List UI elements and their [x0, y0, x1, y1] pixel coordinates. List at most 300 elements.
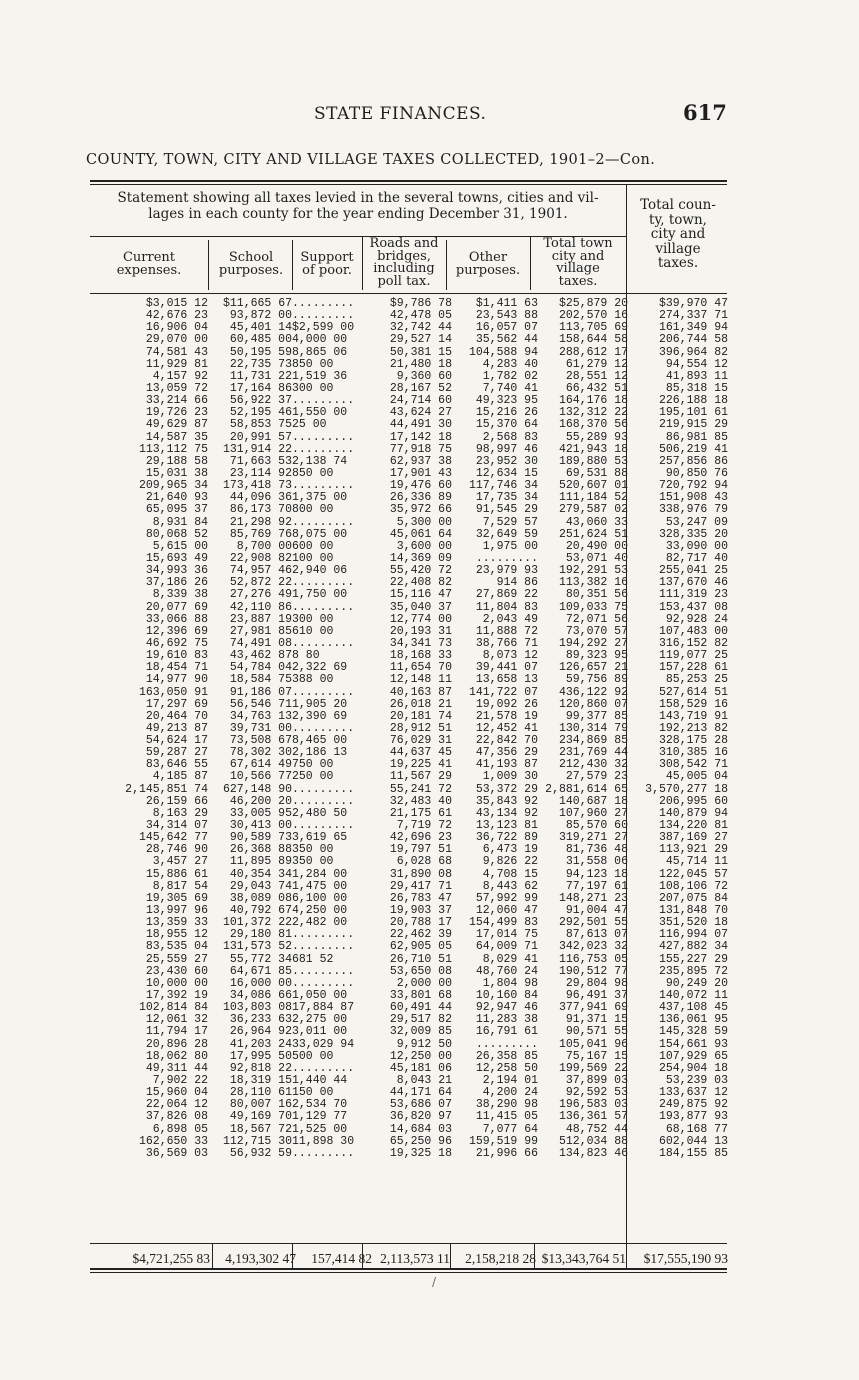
- roads-bridges-cell: 5,300 00: [396, 515, 452, 529]
- current-expenses-cell: 20,464 70: [145, 709, 208, 723]
- grand-total-cell: 119,077 25: [658, 649, 728, 663]
- other-purposes-cell: 38,290 98: [475, 1098, 538, 1112]
- roads-bridges-cell: 42,478 05: [389, 309, 452, 323]
- school-purposes-cell: 42,110 86: [229, 600, 292, 614]
- grand-total-cell: 396,964 82: [658, 345, 728, 359]
- grand-total-cell: 53,247 09: [665, 515, 728, 529]
- total-town-city-village-cell: 55,289 93: [565, 430, 628, 444]
- header-line: expenses.: [116, 262, 182, 278]
- current-expenses-cell: 162,650 33: [138, 1134, 208, 1148]
- school-purposes-cell: 101,372 22: [222, 916, 292, 930]
- school-purposes-cell: 80,007 16: [229, 1098, 292, 1112]
- grand-total-cell: 3,570,277 18: [645, 782, 728, 796]
- total-town-city-village-cell: 48,752 44: [565, 1122, 628, 1136]
- support-of-poor-cell: 3,011 00: [292, 1025, 348, 1039]
- school-purposes-cell: 56,932 59: [229, 1146, 292, 1160]
- other-purposes-cell: 23,543 88: [475, 309, 538, 323]
- other-purposes-cell: 27,869 22: [475, 588, 538, 602]
- school-purposes-cell: 29,180 81: [229, 928, 292, 942]
- roads-bridges-cell: 19,476 60: [389, 479, 452, 493]
- current-expenses-cell: 25,559 27: [145, 952, 208, 966]
- roads-bridges-cell: 62,905 05: [389, 940, 452, 954]
- roads-bridges-cell: 32,483 40: [389, 794, 452, 808]
- other-purposes-cell: 10,160 84: [475, 989, 538, 1003]
- current-expenses-header: [98, 252, 200, 277]
- current-expenses-cell: 46,692 75: [145, 636, 208, 650]
- current-expenses-cell: 36,569 03: [145, 1146, 208, 1160]
- school-purposes-cell: 60,485 00: [229, 333, 292, 347]
- support-of-poor-cell: 1,550 00: [292, 406, 348, 420]
- roads-bridges-cell: 55,241 72: [389, 782, 452, 796]
- grand-total-cell: 45,714 11: [665, 855, 728, 869]
- school-purposes-cell: 627,148 90: [222, 782, 292, 796]
- roads-bridges-cell: 14,369 09: [389, 551, 452, 565]
- current-expenses-cell: 14,587 35: [145, 430, 208, 444]
- page-number: 617: [683, 100, 727, 125]
- current-expenses-cell: 145,642 77: [138, 831, 208, 845]
- school-purposes-cell: 22,735 73: [229, 357, 292, 371]
- total-town-city-village-cell: 111,184 52: [558, 491, 628, 505]
- total-town-city-village-cell: 196,583 03: [558, 1098, 628, 1112]
- other-purposes-cell: 9,826 22: [482, 855, 538, 869]
- current-expenses-cell: 14,977 90: [145, 673, 208, 687]
- school-purposes-cell: 18,319 15: [229, 1074, 292, 1087]
- current-expenses-cell: 33,066 88: [145, 612, 208, 626]
- roads-bridges-cell: 22,462 39: [389, 928, 452, 942]
- school-purposes-cell: 71,663 53: [229, 454, 292, 468]
- support-of-poor-cell: .........: [292, 297, 355, 310]
- other-purposes-cell: 11,804 83: [475, 600, 538, 614]
- roads-bridges-cell: 19,903 37: [389, 904, 452, 918]
- current-expenses-cell: 11,929 81: [145, 357, 208, 371]
- current-expenses-cell: 8,931 84: [152, 515, 208, 529]
- grand-total-cell: 157,228 61: [658, 661, 728, 675]
- support-of-poor-cell: 2,940 06: [292, 564, 348, 578]
- page-header: [0, 100, 859, 130]
- roads-bridges-cell: 22,408 82: [389, 576, 452, 590]
- grand-total-cell: 192,213 82: [658, 721, 728, 735]
- total-town-city-village-cell: 80,351 56: [565, 588, 628, 602]
- roads-bridges-cell: 12,148 11: [389, 673, 452, 687]
- roads-bridges-cell: 19,325 18: [389, 1146, 452, 1160]
- current-expenses-cell: 54,624 17: [145, 734, 208, 748]
- support-of-poor-cell: 1,284 00: [292, 867, 348, 881]
- school-purposes-cell: $11,665 67: [222, 297, 292, 310]
- school-purposes-cell: 26,964 92: [229, 1025, 292, 1039]
- current-expenses-cell: 15,886 61: [145, 867, 208, 881]
- header-line: taxes.: [558, 273, 598, 289]
- school-purposes-cell: 74,491 08: [229, 636, 292, 650]
- other-purposes-cell: 21,996 66: [475, 1146, 538, 1160]
- total-town-city-village-cell: 212,430 32: [558, 758, 628, 772]
- other-purposes-cell: 104,588 94: [468, 345, 538, 359]
- header-line: bridges,: [377, 248, 431, 264]
- roads-bridges-cell: 45,181 06: [389, 1061, 452, 1075]
- current-expenses-cell: 20,077 69: [145, 600, 208, 614]
- support-of-poor-cell: 17,884 87: [292, 1001, 355, 1015]
- total-grand: $17,555,190 93: [643, 1251, 728, 1266]
- support-of-poor-cell: 500 00: [292, 1049, 334, 1063]
- total-town-city-village-cell: 342,023 32: [558, 940, 628, 954]
- school-purposes-cell: 16,000 00: [229, 976, 292, 990]
- grand-total-cell: 206,995 60: [658, 794, 728, 808]
- roads-bridges-cell: 32,742 44: [389, 321, 452, 335]
- grand-total-cell: 316,152 82: [658, 636, 728, 650]
- roads-bridges-cell: 55,420 72: [389, 564, 452, 578]
- current-expenses-cell: 12,061 32: [145, 1013, 208, 1027]
- current-expenses-cell: 2,145,851 74: [125, 782, 208, 796]
- school-purposes-cell: 86,173 70: [229, 503, 292, 517]
- total-town-city-village-cell: 148,271 23: [558, 891, 628, 905]
- total-town-city-village-cell: 2,881,614 65: [545, 782, 628, 796]
- grand-total-header-line: taxes.: [657, 255, 699, 271]
- grand-total-cell: 527,614 51: [658, 685, 728, 699]
- statement-line-2: lages in each county for the year ending December 31, 1901.: [148, 206, 568, 222]
- support-of-poor-cell: .........: [292, 515, 355, 529]
- total-town-city-village-cell: 28,551 12: [565, 369, 628, 383]
- roads-bridges-cell: 12,250 00: [389, 1049, 452, 1063]
- total-town-city-village-cell: 90,571 55: [565, 1025, 628, 1039]
- roads-bridges-cell: 26,710 51: [389, 952, 452, 966]
- roads-bridges-cell: 33,801 68: [389, 989, 452, 1003]
- grand-total-cell: 328,175 28: [658, 734, 728, 748]
- current-expenses-cell: 34,314 07: [145, 819, 208, 833]
- bottom-rule: [90, 1268, 727, 1270]
- total-town-city-village-cell: 132,312 22: [558, 406, 628, 420]
- roads-bridges-cell: 11,567 29: [389, 770, 452, 784]
- total-town-city-village-cell: 202,570 16: [558, 309, 628, 323]
- current-expenses-cell: 49,311 44: [145, 1061, 208, 1075]
- total-town-city-village-cell: 37,899 03: [565, 1074, 628, 1087]
- support-of-poor-cell: 8,465 00: [292, 734, 348, 748]
- other-purposes-cell: 48,760 24: [475, 964, 538, 978]
- grand-total-cell: 351,520 18: [658, 916, 728, 930]
- roads-bridges-cell: 40,163 87: [389, 685, 452, 699]
- current-expenses-cell: 17,297 69: [145, 697, 208, 711]
- school-purposes-cell: 112,715 30: [222, 1134, 292, 1148]
- school-purposes-cell: 45,401 14: [229, 321, 292, 335]
- roads-bridges-cell: 19,225 41: [389, 758, 452, 772]
- grand-total-cell: 506,219 41: [658, 442, 728, 456]
- grand-total-cell: 161,349 94: [658, 321, 728, 335]
- school-purposes-cell: 34,763 13: [229, 709, 292, 723]
- roads-bridges-cell: 26,018 21: [389, 697, 452, 711]
- roads-bridges-cell: 35,972 66: [389, 503, 452, 517]
- header-line: city and: [551, 248, 605, 264]
- total-town-city-village-cell: 109,033 75: [558, 600, 628, 614]
- roads-bridges-cell: 28,167 52: [389, 381, 452, 395]
- roads-bridges-cell: 42,696 23: [389, 831, 452, 845]
- support-of-poor-cell: 2,275 00: [292, 1013, 348, 1027]
- total-town-city-village-cell: 377,941 69: [558, 1001, 628, 1015]
- school-purposes-cell: 64,671 85: [229, 964, 292, 978]
- total-town-city-village-cell: 113,382 16: [558, 576, 628, 590]
- other-purposes-cell: 141,722 07: [468, 685, 538, 699]
- school-purposes-cell: 27,981 85: [229, 624, 292, 638]
- grand-total-cell: 226,188 18: [658, 394, 728, 408]
- total-town-city-village-cell: 136,361 57: [558, 1110, 628, 1124]
- total-school-purposes: 4,193,302 47: [225, 1251, 296, 1266]
- current-expenses-cell: 59,287 27: [145, 746, 208, 760]
- other-purposes-cell: 98,997 46: [475, 442, 538, 456]
- grand-total-cell: 193,877 93: [658, 1110, 728, 1124]
- school-purposes-cell: 23,114 92: [229, 466, 292, 480]
- school-purposes-cell: 56,546 71: [229, 697, 292, 711]
- support-of-poor-cell: 2,322 69: [292, 661, 348, 675]
- current-expenses-cell: 13,359 33: [145, 916, 208, 930]
- support-of-poor-cell: .........: [292, 928, 355, 942]
- school-purposes-cell: 33,005 95: [229, 806, 292, 820]
- total-town-city-village-cell: 77,197 61: [565, 879, 628, 893]
- total-town-city-village-cell: 81,736 48: [565, 843, 628, 857]
- grand-total-cell: 85,253 25: [665, 673, 728, 687]
- roads-bridges-cell: 12,774 00: [389, 612, 452, 626]
- grand-total-cell: 427,882 34: [658, 940, 728, 954]
- school-purposes-cell: 50,195 59: [229, 345, 292, 359]
- grand-total-cell: 86,981 85: [665, 430, 728, 444]
- support-of-poor-cell: 2,534 70: [292, 1098, 348, 1112]
- current-expenses-cell: 8,817 54: [152, 879, 208, 893]
- current-expenses-cell: $3,015 12: [145, 297, 208, 310]
- support-of-poor-cell: .........: [292, 576, 355, 590]
- total-town-city-village-cell: 72,071 56: [565, 612, 628, 626]
- roads-bridges-cell: 20,788 17: [389, 916, 452, 930]
- support-of-poor-cell: .........: [292, 819, 355, 833]
- roads-bridges-cell: 28,912 51: [389, 721, 452, 735]
- roads-bridges-cell: 14,684 03: [389, 1122, 452, 1136]
- roads-bridges-cell: 29,517 82: [389, 1013, 452, 1027]
- roads-bridges-cell: 18,168 33: [389, 649, 452, 663]
- school-purposes-cell: 58,853 75: [229, 418, 292, 432]
- roads-bridges-cell: 8,043 21: [396, 1074, 452, 1087]
- support-of-poor-cell: .........: [292, 479, 355, 493]
- total-town-city-village-cell: 192,291 53: [558, 564, 628, 578]
- total-town-city-village-cell: 113,705 69: [558, 321, 628, 335]
- roads-bridges-cell: 29,527 14: [389, 333, 452, 347]
- school-purposes-cell: 52,195 46: [229, 406, 292, 420]
- header-line: of poor.: [302, 262, 352, 278]
- roads-bridges-cell: 29,417 71: [389, 879, 452, 893]
- total-town-city-village-cell: 73,070 57: [565, 624, 628, 638]
- other-purposes-cell: 2,568 83: [482, 430, 538, 444]
- total-current-expenses: $4,721,255 83: [132, 1251, 210, 1266]
- roads-bridges-cell: 43,624 27: [389, 406, 452, 420]
- support-of-poor-cell: 1,525 00: [292, 1122, 348, 1136]
- support-of-poor-cell: 8,075 00: [292, 527, 348, 541]
- support-of-poor-cell: 1,375 00: [292, 491, 348, 505]
- grand-total-cell: 90,850 76: [665, 466, 728, 480]
- other-purposes-cell: 8,443 62: [482, 879, 538, 893]
- total-town-city-village-cell: 189,880 53: [558, 454, 628, 468]
- school-purposes-cell: 18,584 75: [229, 673, 292, 687]
- other-purposes-cell: 35,843 92: [475, 794, 538, 808]
- total-town-city-village-cell: 27,579 23: [565, 770, 628, 784]
- current-expenses-cell: 23,430 60: [145, 964, 208, 978]
- school-purposes-cell: 11,895 89: [229, 855, 292, 869]
- other-purposes-cell: 8,073 12: [482, 649, 538, 663]
- grand-total-cell: 108,106 72: [658, 879, 728, 893]
- grand-total-cell: 207,075 84: [658, 891, 728, 905]
- school-purposes-cell: 67,614 49: [229, 758, 292, 772]
- school-purposes-cell: 43,462 87: [229, 649, 292, 663]
- current-expenses-cell: 37,186 26: [145, 576, 208, 590]
- grand-total-cell: 107,483 00: [658, 624, 728, 638]
- support-of-poor-cell: .........: [292, 782, 355, 796]
- support-of-poor-cell: 4,000 00: [292, 333, 348, 347]
- total-town-city-village-cell: 92,592 53: [565, 1086, 628, 1100]
- current-expenses-cell: 42,676 23: [145, 309, 208, 323]
- support-of-poor-cell: 8 80: [292, 649, 320, 663]
- support-of-poor-cell: 150 00: [292, 1086, 334, 1100]
- total-town-city-village-cell: 75,167 15: [565, 1049, 628, 1063]
- roads-bridges-cell: 3,600 00: [396, 539, 452, 553]
- school-purposes-cell: 49,169 70: [229, 1110, 292, 1124]
- other-purposes-cell: 53,372 29: [475, 782, 538, 796]
- roads-bridges-cell: 17,901 43: [389, 466, 452, 480]
- support-of-poor-cell: 300 00: [292, 381, 334, 395]
- school-purposes-cell: 56,922 37: [229, 394, 292, 408]
- current-expenses-cell: 163,050 91: [138, 685, 208, 699]
- current-expenses-cell: 16,906 04: [145, 321, 208, 335]
- roads-bridges-cell: 20,193 31: [389, 624, 452, 638]
- school-purposes-cell: 28,110 61: [229, 1086, 292, 1100]
- support-of-poor-cell: 11,898 30: [292, 1134, 355, 1148]
- grand-total-cell: 154,661 93: [658, 1037, 728, 1051]
- grand-total-cell: 41,893 11: [665, 369, 728, 383]
- total-town-city-village-cell: 292,501 55: [558, 916, 628, 930]
- roads-bridges-cell: 17,142 18: [389, 430, 452, 444]
- total-town-city-village-cell: 126,657 21: [558, 661, 628, 675]
- total-town-city-village: $13,343,764 51: [541, 1251, 626, 1266]
- grand-total-cell: 140,072 11: [658, 989, 728, 1003]
- grand-total-cell: 255,041 25: [658, 564, 728, 578]
- current-expenses-cell: 17,392 19: [145, 989, 208, 1003]
- support-of-poor-cell: .........: [292, 394, 355, 408]
- total-town-city-village-cell: 234,869 85: [558, 734, 628, 748]
- other-purposes-cell: 23,979 93: [475, 564, 538, 578]
- roads-bridges-cell: 44,171 64: [389, 1086, 452, 1100]
- total-town-city-village-cell: 99,377 85: [565, 709, 628, 723]
- roads-bridges-cell: 26,336 89: [389, 491, 452, 505]
- header-line: poll tax.: [377, 273, 431, 289]
- total-town-city-village-cell: 251,624 51: [558, 527, 628, 541]
- roads-bridges-cell: 34,341 73: [389, 636, 452, 650]
- support-of-poor-cell: 33,029 94: [292, 1037, 355, 1051]
- current-expenses-cell: 13,059 72: [145, 381, 208, 395]
- school-purposes-cell: 74,957 46: [229, 564, 292, 578]
- grand-total-cell: 437,108 45: [658, 1001, 728, 1015]
- support-of-poor-cell: .........: [292, 721, 355, 735]
- grand-total-cell: 206,744 58: [658, 333, 728, 347]
- other-purposes-cell: $1,411 63: [475, 297, 538, 310]
- roads-bridges-cell: 44,491 30: [389, 418, 452, 432]
- other-purposes-cell: 4,283 40: [482, 357, 538, 371]
- totals-top-rule: [90, 1243, 727, 1244]
- current-expenses-cell: 6,898 05: [152, 1122, 208, 1136]
- grand-total-cell: 235,895 72: [658, 964, 728, 978]
- roads-bridges-cell: 36,820 97: [389, 1110, 452, 1124]
- other-purposes-cell: 19,092 26: [475, 697, 538, 711]
- support-of-poor-cell: 8,865 06: [292, 345, 348, 359]
- other-purposes-cell: 4,200 24: [482, 1086, 538, 1100]
- support-of-poor-cell: 4,250 00: [292, 904, 348, 918]
- school-purposes-cell: 29,043 74: [229, 879, 292, 893]
- roads-bridges-cell: 45,061 64: [389, 527, 452, 541]
- support-of-poor-cell: 2,482 00: [292, 916, 348, 930]
- grand-total-header-line: ty, town,: [649, 211, 707, 228]
- school-purposes-header: [210, 252, 292, 277]
- header-line: including: [373, 261, 435, 276]
- support-of-poor-cell: 2,138 74: [292, 454, 348, 468]
- other-purposes-cell: 36,722 89: [475, 831, 538, 845]
- total-town-city-village-cell: 231,769 44: [558, 746, 628, 760]
- total-town-city-village-cell: 61,279 12: [565, 357, 628, 371]
- roads-bridges-cell: 50,381 15: [389, 345, 452, 359]
- school-purposes-cell: 44,096 36: [229, 491, 292, 505]
- school-purposes-cell: 55,772 34: [229, 952, 292, 966]
- school-purposes-cell: 39,731 00: [229, 721, 292, 735]
- support-of-poor-cell: 6,100 00: [292, 891, 348, 905]
- total-town-city-village-cell: 53,071 40: [565, 551, 628, 565]
- total-town-city-village-cell: 512,034 88: [558, 1134, 628, 1148]
- current-expenses-cell: 18,454 71: [145, 661, 208, 675]
- total-other-purposes: 2,158,218 28: [465, 1251, 536, 1266]
- statement-caption: [90, 190, 626, 222]
- current-expenses-cell: 10,000 00: [145, 976, 208, 990]
- other-purposes-cell: 7,740 41: [482, 381, 538, 395]
- grand-total-cell: 338,976 79: [658, 503, 728, 517]
- school-purposes-cell: 131,573 52: [222, 940, 292, 954]
- other-purposes-cell: 22,842 70: [475, 734, 538, 748]
- grand-total-cell: 219,915 29: [658, 418, 728, 432]
- roads-bridges-cell: 9,912 50: [396, 1037, 452, 1051]
- current-expenses-cell: 21,640 93: [145, 491, 208, 505]
- total-town-city-village-cell: 158,644 58: [558, 333, 628, 347]
- other-purposes-cell: 914 86: [496, 576, 538, 590]
- support-of-poor-cell: 600 00: [292, 539, 334, 553]
- roads-bridges-cell: 9,360 60: [396, 369, 452, 383]
- other-purposes-cell: 4,708 15: [482, 867, 538, 881]
- top-rule-thin: [90, 184, 727, 185]
- total-town-city-village-cell: 105,041 96: [558, 1037, 628, 1051]
- support-of-poor-cell: 350 00: [292, 855, 334, 869]
- current-expenses-cell: 12,396 69: [145, 624, 208, 638]
- current-expenses-cell: 22,064 12: [145, 1098, 208, 1112]
- grand-total-header-line: village: [655, 240, 701, 257]
- grand-total-cell: 155,227 29: [658, 952, 728, 966]
- current-expenses-cell: 3,457 27: [152, 855, 208, 869]
- school-purposes-cell: 38,089 08: [229, 891, 292, 905]
- grand-total-cell: $39,970 47: [658, 297, 728, 310]
- other-purposes-cell: 17,014 75: [475, 928, 538, 942]
- other-purposes-cell: 16,791 61: [475, 1025, 538, 1039]
- total-town-city-village-cell: 319,271 27: [558, 831, 628, 845]
- other-purposes-cell: 57,992 99: [475, 891, 538, 905]
- school-purposes-cell: 103,803 08: [222, 1001, 292, 1015]
- grand-total-cell: 136,061 95: [658, 1013, 728, 1027]
- support-of-poor-cell: 850 00: [292, 357, 334, 371]
- current-expenses-cell: 26,159 66: [145, 794, 208, 808]
- school-purposes-cell: 27,276 49: [229, 588, 292, 602]
- support-of-poor-cell: .........: [292, 1146, 355, 1160]
- total-town-city-village-cell: 116,753 05: [558, 952, 628, 966]
- support-of-poor-header: [292, 252, 362, 277]
- current-expenses-cell: 49,213 87: [145, 721, 208, 735]
- other-purposes-cell: 35,562 44: [475, 333, 538, 347]
- other-purposes-cell: 2,043 49: [482, 612, 538, 626]
- school-purposes-cell: 30,413 00: [229, 819, 292, 833]
- roads-bridges-cell: 19,797 51: [389, 843, 452, 857]
